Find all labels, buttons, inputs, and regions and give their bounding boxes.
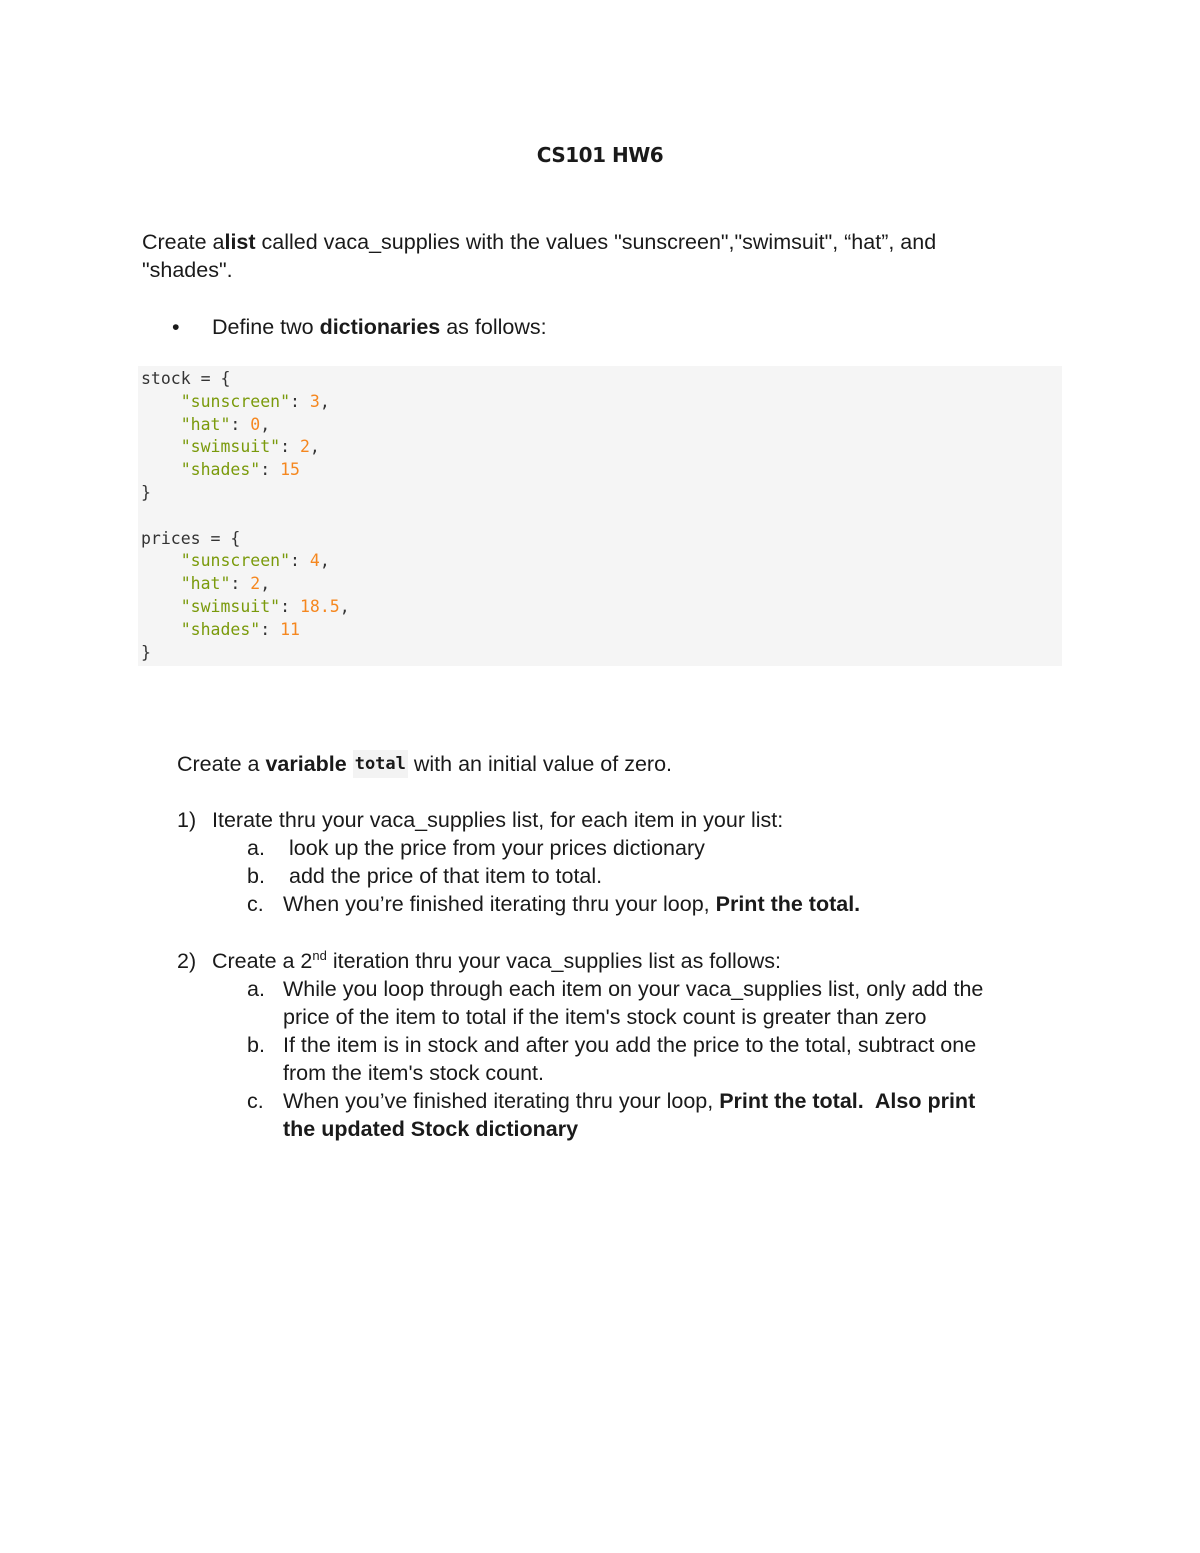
page-title: CS101 HW6: [536, 143, 664, 167]
code-line-blank: [138, 505, 1062, 528]
sub-item-text: add the price of that item to total.: [289, 864, 603, 888]
list-letter: c.: [247, 892, 264, 916]
sub-item-text: look up the price from your prices dictionary: [289, 836, 705, 860]
intro-paragraph: [142, 228, 1062, 284]
code-line: "swimsuit": 18.5,: [180, 596, 350, 616]
text: Define two: [212, 315, 320, 339]
code-line: stock = {: [141, 369, 231, 388]
sub-item-text: When you’re finished iterating thru your loop,: [283, 892, 716, 916]
bullet-item: [172, 313, 547, 341]
sub-item-text: from the item's stock count.: [283, 1061, 545, 1085]
code-line: }: [141, 642, 151, 662]
code-line: "swimsuit": 2,: [180, 437, 320, 457]
sub-item-text: While you loop through each item on your vaca_supplies list, only add the: [283, 977, 984, 1001]
sub-item-text: If the item is in stock and after you add the price to the total, subtract one: [283, 1033, 977, 1057]
text: "shades".: [142, 258, 233, 282]
list-letter: b.: [247, 1033, 265, 1057]
bold-text: Print the total.: [715, 892, 861, 916]
bold-text: Print the total. Also print: [719, 1089, 976, 1113]
list-letter: a.: [247, 977, 265, 1001]
list-letter: c.: [247, 1089, 264, 1113]
bold-text: dictionaries: [319, 315, 441, 339]
list-number: 2): [177, 949, 197, 973]
inline-code: total: [353, 750, 408, 778]
bold-text: list: [224, 230, 256, 254]
code-line: "sunscreen": 3,: [180, 391, 330, 411]
step-2: [177, 947, 983, 1143]
bold-text: the updated Stock dictionary: [283, 1117, 579, 1141]
text: Create a: [177, 752, 266, 776]
superscript: nd: [312, 947, 327, 963]
text: with an initial value of zero.: [407, 752, 673, 776]
step-text: Iterate thru your vaca_supplies list, for each item in your list:: [212, 808, 784, 832]
bullet-icon: •: [172, 315, 180, 339]
code-line: "hat": 2,: [180, 574, 271, 594]
bold-text: variable: [265, 752, 347, 776]
text: iteration thru your vaca_supplies list as follows:: [326, 949, 781, 973]
variable-paragraph: [177, 750, 672, 778]
list-letter: b.: [247, 864, 265, 888]
code-line: "shades": 15: [180, 460, 300, 480]
code-line: }: [141, 482, 151, 502]
text: as follows:: [440, 315, 547, 339]
code-line: "hat": 0,: [180, 414, 271, 434]
list-number: 1): [177, 808, 197, 832]
code-line: "shades": 11: [180, 619, 300, 639]
code-line: prices = {: [141, 528, 241, 548]
code-line: "sunscreen": 4,: [180, 551, 330, 571]
sub-item-text: When you’ve finished iterating thru your loop,: [283, 1089, 720, 1113]
sub-item-text: price of the item to total if the item's stock count is greater than zero: [283, 1005, 927, 1029]
step-1: [177, 806, 860, 918]
list-letter: a.: [247, 836, 265, 860]
code-block: [138, 366, 1062, 666]
text: Create a: [142, 230, 225, 254]
text: Create a 2: [212, 949, 313, 973]
text: called vaca_supplies with the values "sunscreen","swimsuit", “hat”, and: [255, 230, 937, 254]
